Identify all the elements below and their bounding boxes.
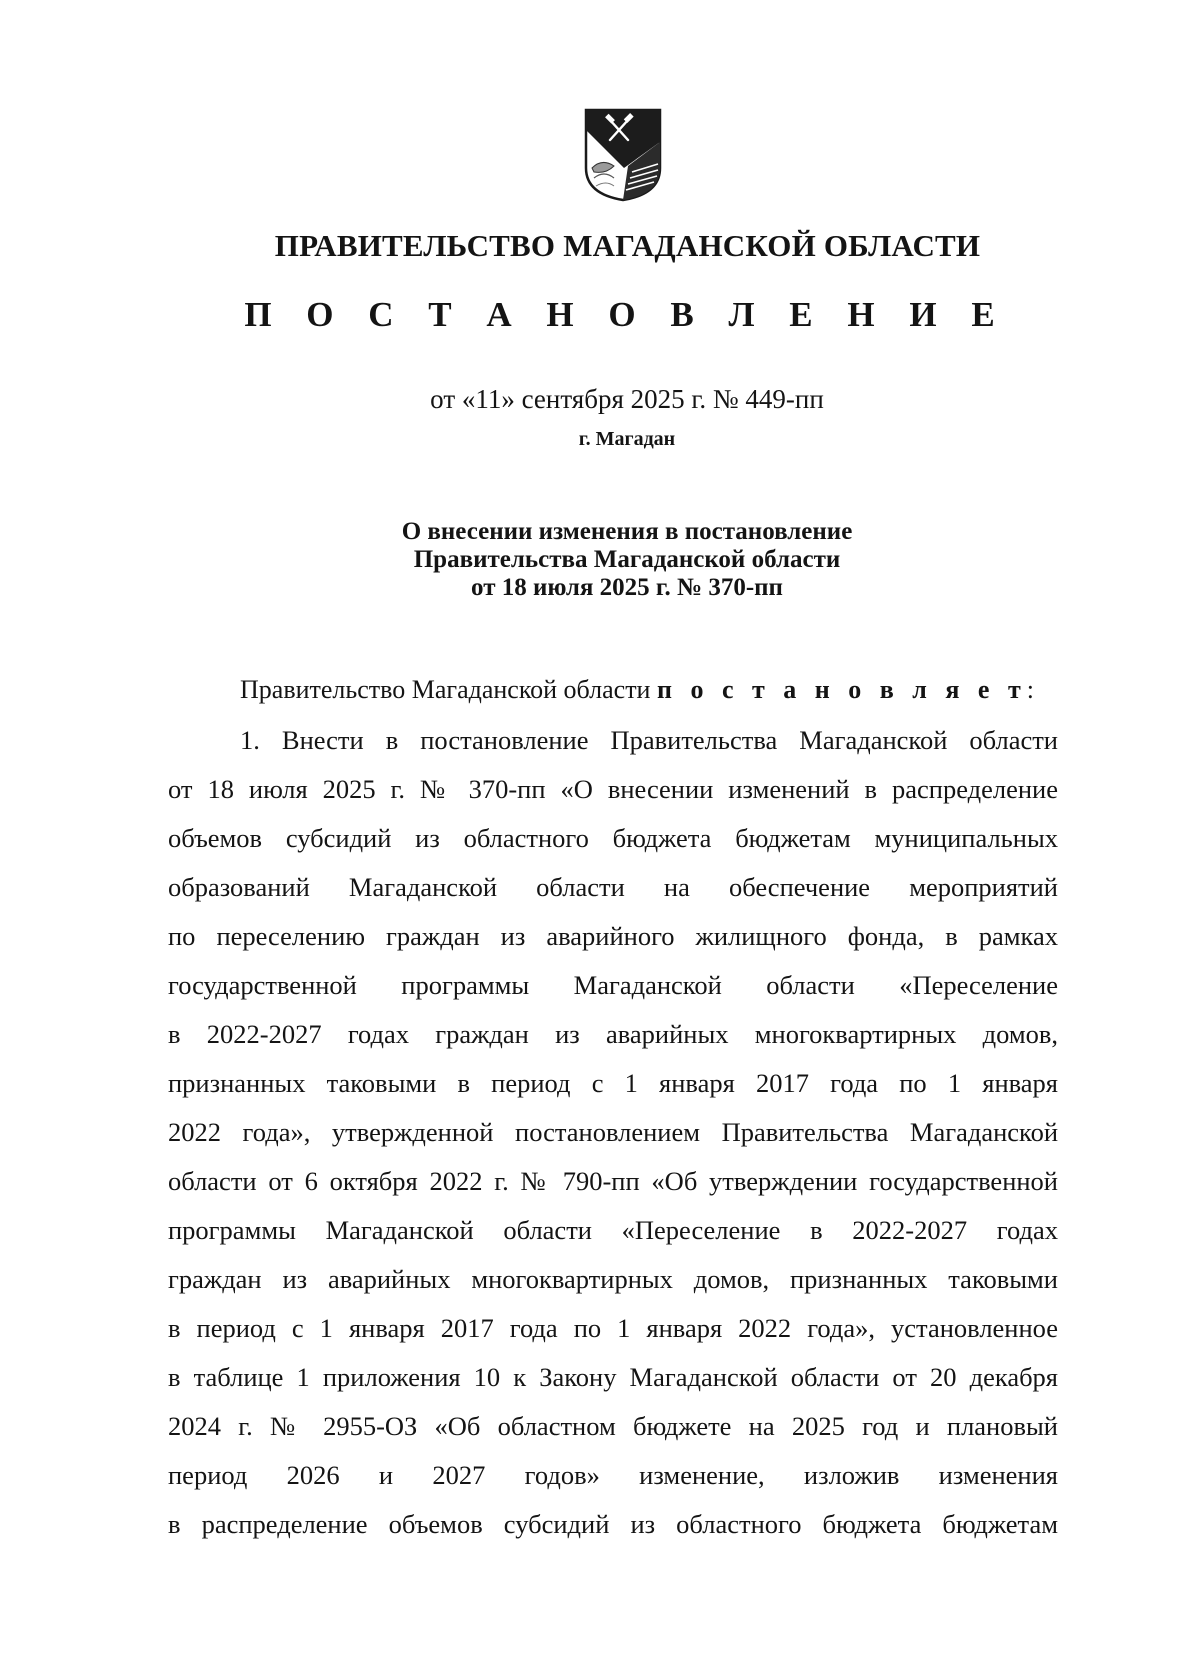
coat-of-arms-icon (584, 108, 662, 202)
body-line: в 2022-2027 годах граждан из аварийных многоквартирных домов, (168, 1019, 1058, 1049)
body-line: признанных таковыми в период с 1 января 2017 года по 1 января (168, 1068, 1058, 1098)
subject-line: О внесении изменения в постановление (401, 518, 853, 545)
document-date-number: от «11» сентября 2025 г. № 449-пп (430, 384, 824, 414)
document-subject (0, 518, 1200, 602)
body-line: области от 6 октября 2022 г. № 790-пп «Об утверждении государственной (168, 1166, 1058, 1196)
body-line: граждан из аварийных многоквартирных домов, признанных таковыми (168, 1264, 1058, 1294)
preamble-text: Правительство Магаданской области (240, 675, 651, 704)
body-line: в период с 1 января 2017 года по 1 января 2022 года», установленное (168, 1313, 1058, 1343)
preamble (240, 675, 1034, 705)
body-line: программы Магаданской области «Переселение в 2022-2027 годах (168, 1215, 1058, 1245)
body-line: по переселению граждан из аварийного жилищного фонда, в рамках (168, 921, 1058, 951)
document-type-heading: П О С Т А Н О В Л Е Н И Е (244, 295, 1008, 334)
body-line: объемов субсидий из областного бюджета бюджетам муниципальных (168, 823, 1058, 853)
organization-title: ПРАВИТЕЛЬСТВО МАГАДАНСКОЙ ОБЛАСТИ (274, 228, 981, 263)
body-line: в распределение объемов субсидий из областного бюджета бюджетам (168, 1509, 1058, 1539)
body-line: 2024 г. № 2955-ОЗ «Об областном бюджете на 2025 год и плановый (168, 1411, 1058, 1441)
subject-line: от 18 июля 2025 г. № 370-пп (471, 574, 783, 601)
body-line: в таблице 1 приложения 10 к Закону Магаданской области от 20 декабря (168, 1362, 1058, 1392)
body-line: период 2026 и 2027 годов» изменение, изложив изменения (168, 1460, 1058, 1490)
preamble-colon: : (1026, 675, 1034, 704)
body-paragraph (168, 716, 1058, 1549)
body-line: образований Магаданской области на обеспечение мероприятий (168, 872, 1058, 902)
decree-word: п о с т а н о в л я е т (656, 675, 1027, 704)
body-line: 1. Внести в постановление Правительства Магаданской области (240, 725, 1058, 755)
document-city: г. Магадан (578, 428, 676, 450)
body-line: от 18 июля 2025 г. № 370-пп «О внесении изменений в распределение (168, 774, 1058, 804)
subject-line: Правительства Магаданской области (413, 546, 841, 573)
body-line: 2022 года», утвержденной постановлением Правительства Магаданской (168, 1117, 1058, 1147)
body-line: государственной программы Магаданской области «Переселение (168, 970, 1058, 1000)
